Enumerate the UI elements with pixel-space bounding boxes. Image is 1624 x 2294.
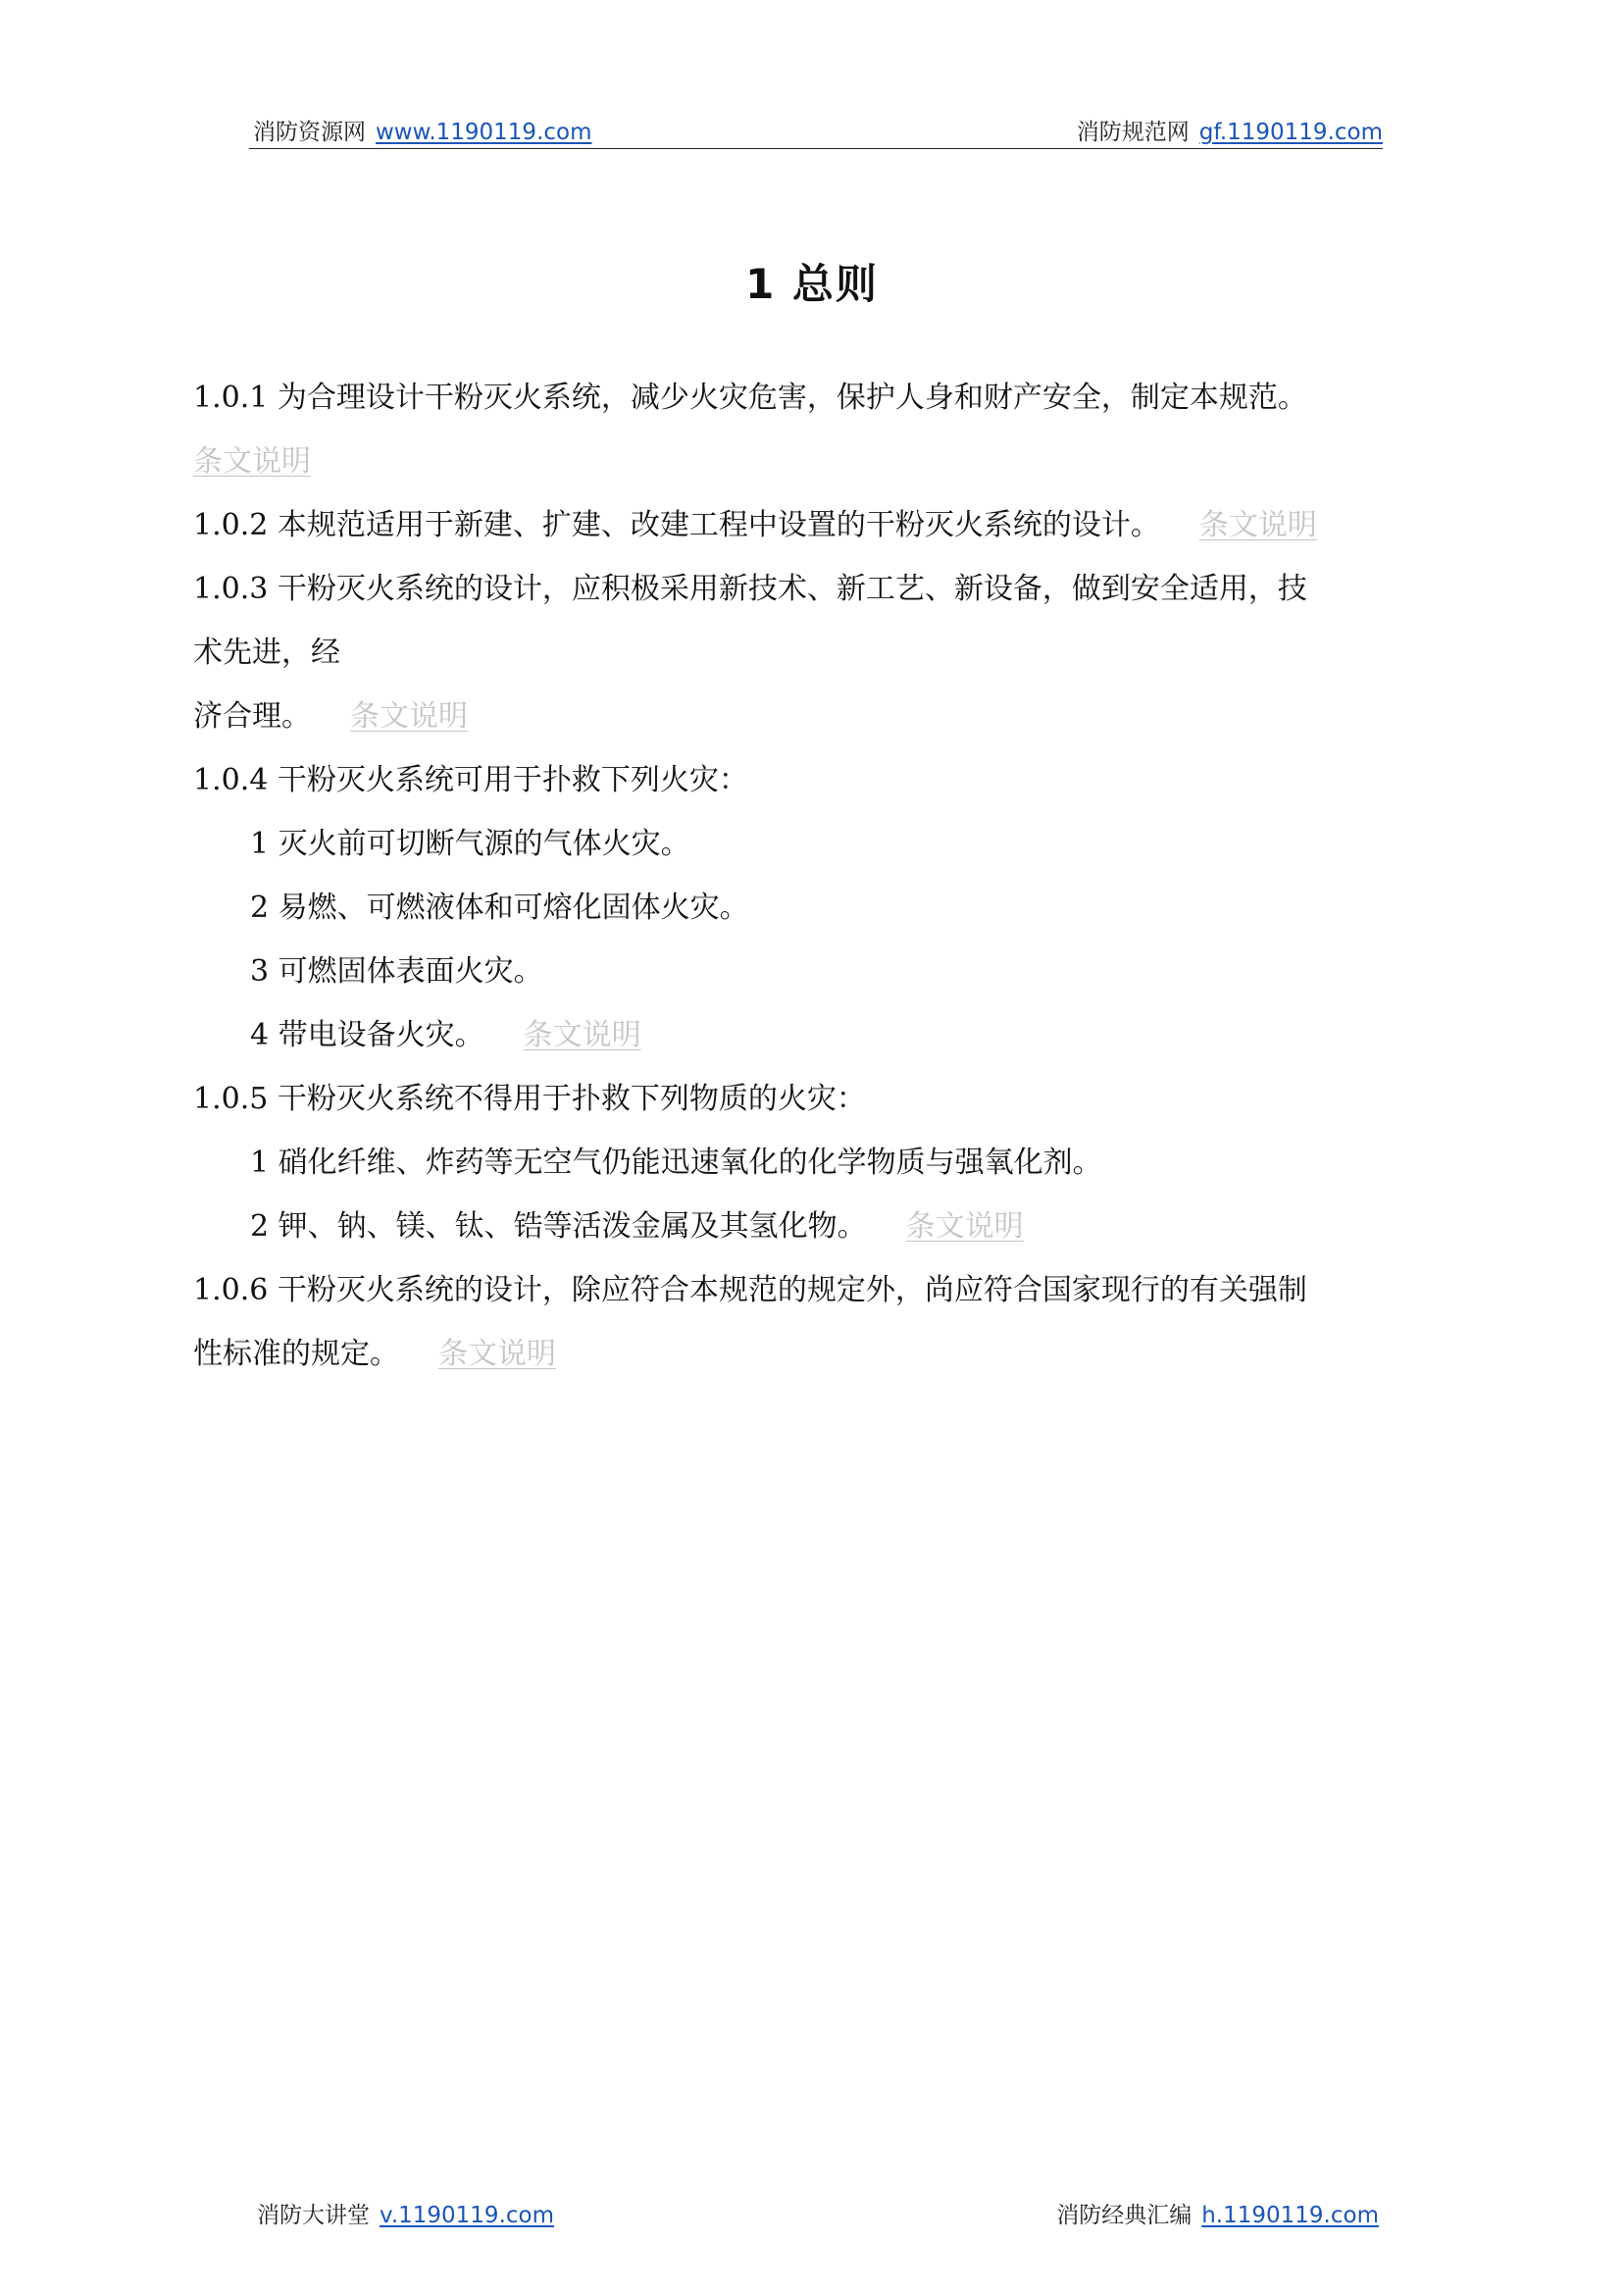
clause-text: 1.0.2 本规范适用于新建、扩建、改建工程中设置的干粉灭火系统的设计。 [193, 508, 1160, 542]
clause-note-link[interactable]: 条文说明 [1198, 508, 1317, 542]
clause-1-0-3-end [193, 685, 1448, 748]
clause-note-link[interactable]: 条文说明 [193, 444, 311, 479]
footer-left-site-link[interactable]: v.1190119.com [380, 2203, 555, 2228]
clause-1-0-4-item-2 [193, 876, 1448, 940]
clause-1-0-4-item-1 [193, 812, 1448, 876]
clause-1-0-3-cont [193, 621, 1448, 685]
header-left-site-name: 消防资源网 [253, 120, 366, 145]
clause-1-0-1-note-line [193, 430, 1448, 493]
clause-text: 1.0.6 干粉灭火系统的设计，除应符合本规范的规定外，尚应符合国家现行的有关强制 [193, 1273, 1307, 1307]
list-item-text: 1 灭火前可切断气源的气体火灾。 [250, 827, 690, 861]
list-item-text: 3 可燃固体表面火灾。 [250, 954, 543, 989]
clause-1-0-6-cont [193, 1322, 1448, 1386]
clause-1-0-1 [193, 366, 1448, 430]
clause-note-link[interactable]: 条文说明 [905, 1209, 1024, 1244]
header-divider [249, 148, 1383, 149]
list-item-text: 2 钾、钠、镁、钛、锆等活泼金属及其氢化物。 [250, 1209, 867, 1244]
clause-text: 1.0.1 为合理设计干粉灭火系统，减少火灾危害，保护人身和财产安全，制定本规范。 [193, 381, 1307, 415]
document-body [193, 366, 1448, 1386]
clause-text: 术先进，经 [193, 636, 340, 670]
clause-note-link[interactable]: 条文说明 [523, 1018, 641, 1052]
header-left-site-link[interactable]: www.1190119.com [376, 120, 592, 145]
list-item-text: 4 带电设备火灾。 [250, 1018, 484, 1052]
clause-1-0-4-item-3 [193, 940, 1448, 1003]
list-item-text: 2 易燃、可燃液体和可熔化固体火灾。 [250, 891, 749, 925]
clause-note-link[interactable]: 条文说明 [350, 699, 468, 734]
clause-note-link[interactable]: 条文说明 [438, 1337, 556, 1371]
clause-text: 性标准的规定。 [193, 1337, 399, 1371]
footer-right-site-name: 消防经典汇编 [1056, 2203, 1193, 2228]
clause-text: 1.0.4 干粉灭火系统可用于扑救下列火灾： [193, 763, 748, 797]
clause-1-0-5-item-1 [193, 1131, 1448, 1195]
clause-text: 1.0.3 干粉灭火系统的设计，应积极采用新技术、新工艺、新设备，做到安全适用，技 [193, 572, 1307, 606]
footer-right-site [1056, 2201, 1379, 2230]
footer-left-site-name: 消防大讲堂 [257, 2203, 370, 2228]
clause-1-0-2 [193, 493, 1448, 557]
clause-1-0-6 [193, 1258, 1448, 1322]
header-right-site-link[interactable]: gf.1190119.com [1198, 120, 1383, 145]
header-right-site-name: 消防规范网 [1076, 120, 1190, 145]
clause-text: 1.0.5 干粉灭火系统不得用于扑救下列物质的火灾： [193, 1082, 866, 1116]
clause-1-0-5 [193, 1067, 1448, 1131]
clause-1-0-4 [193, 748, 1448, 812]
list-item-text: 1 硝化纤维、炸药等无空气仍能迅速氧化的化学物质与强氧化剂。 [250, 1146, 1102, 1180]
clause-1-0-5-item-2 [193, 1195, 1448, 1258]
clause-1-0-3 [193, 557, 1448, 621]
header-right-site [1077, 118, 1383, 147]
header-left-site [253, 118, 592, 147]
clause-1-0-4-item-4 [193, 1003, 1448, 1067]
footer-left-site [257, 2201, 554, 2230]
chapter-title: 1 总则 [745, 260, 879, 308]
footer-right-site-link[interactable]: h.1190119.com [1201, 2203, 1379, 2228]
clause-text: 济合理。 [193, 699, 311, 734]
